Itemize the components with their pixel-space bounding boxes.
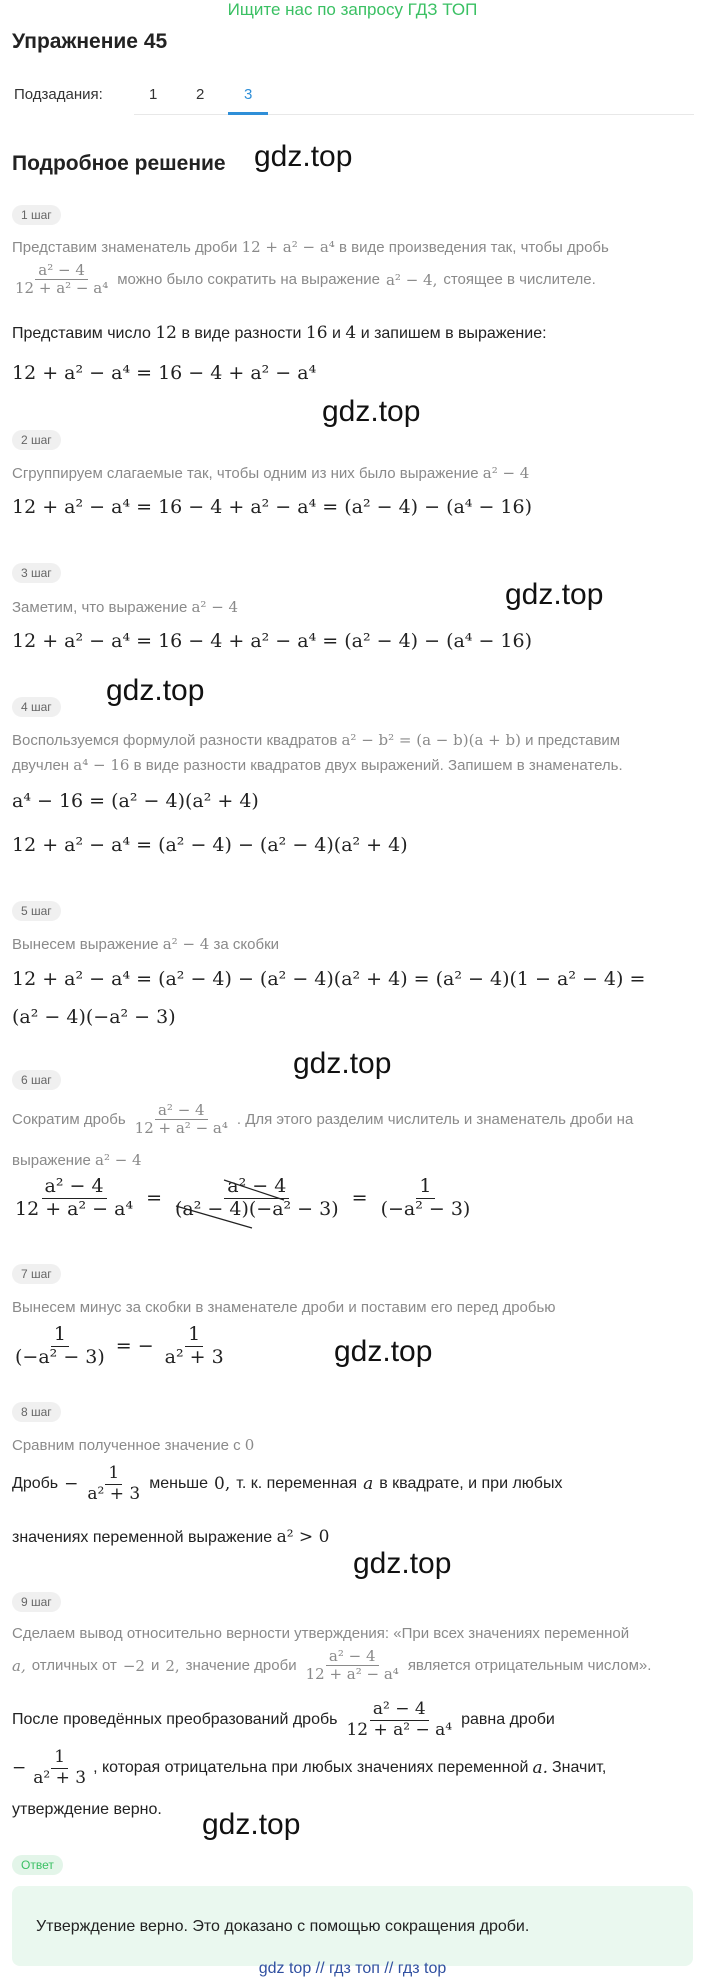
step-5-formula-1: 12 + a² − a⁴ = (a² − 4) − (a² − 4)(a² + 4) = (a² − 4)(1 − a² − 4) = (12, 968, 646, 990)
step-1-text: Представим число 12 в виде разности 16 и 4 и запишем в выражение: (12, 323, 547, 343)
step-9-description-2: a, отличных от −2 и 2, значение дроби $\frac{\text{a² − 4}}{\text{12 + a² − a⁴}}$ является отрицательным числом». (12, 1647, 652, 1684)
tab-subtask-2[interactable]: 2 (196, 86, 205, 103)
fraction: $\frac{1}{\text{a² + 3}}$ (87, 1463, 141, 1504)
step-4-description: Воспользуемся формулой разности квадратов a² − b² = (a − b)(a + b) и представим (12, 731, 621, 749)
answer-text: Утверждение верно. Это доказано с помощью сокращения дроби. (36, 1918, 530, 1935)
step-9-text-3: утверждение верно. (12, 1801, 162, 1818)
footer-link[interactable]: гдз top (397, 1960, 447, 1977)
step-8-text-2: значениях переменной выражение a² > 0 (12, 1527, 330, 1547)
step-9-description: Сделаем вывод относительно верности утверждения: «При всех значениях переменной (12, 1625, 630, 1642)
cancelled-fraction: $\frac{\text{a² − 4}}{\text{(a² − 4)(−a² − 3)}}$ (172, 1176, 342, 1221)
watermark: gdz.top (334, 1335, 433, 1368)
step-4-description-2: двучлен a⁴ − 16 в виде разности квадратов двух выражений. Запишем в знаменатель. (12, 756, 623, 774)
fraction: $\frac{1}{\text{a² + 3}}$ (164, 1323, 224, 1368)
tab-subtask-1[interactable]: 1 (149, 86, 158, 103)
step-3-description: Заметим, что выражение a² − 4 (12, 598, 239, 616)
watermark: gdz.top (106, 674, 205, 707)
watermark: gdz.top (505, 578, 604, 611)
step-badge: 7 шаг (12, 1264, 61, 1284)
step-2-description: Сгруппируем слагаемые так, чтобы одним из них было выражение a² − 4 (12, 464, 530, 482)
step-7-description: Вынесем минус за скобки в знаменателе дроби и поставим его перед дробью (12, 1299, 556, 1316)
fraction: $\frac{\text{a² − 4}}{\text{12 + a² − a⁴}}$ (346, 1699, 453, 1740)
step-8-text: Дробь − $\frac{1}{\text{a² + 3}}$ меньше 0, т. к. переменная a в квадрате, и при любых (12, 1463, 563, 1504)
tabs-divider (134, 114, 694, 115)
step-4-formula-1: a⁴ − 16 = (a² − 4)(a² + 4) (12, 790, 259, 812)
search-hint-banner: Ищите нас по запросу ГДЗ ТОП (227, 0, 478, 19)
step-badge: 6 шаг (12, 1070, 61, 1090)
fraction: $\frac{\text{a² − 4}}{\text{12 + a² − a⁴}}$ (15, 261, 109, 298)
step-8-description: Сравним полученное значение с 0 (12, 1436, 255, 1454)
step-2-formula: 12 + a² − a⁴ = 16 − 4 + a² − a⁴ = (a² − 4) − (a⁴ − 16) (12, 496, 533, 518)
step-6-description-2: выражение a² − 4 (12, 1151, 142, 1169)
fraction: $\frac{1}{\text{(−a² − 3)}}$ (15, 1323, 105, 1368)
step-7-formula: $\frac{1}{\text{(−a² − 3)}}$ = − $\frac{1}{\text{a² + 3}}$ (12, 1324, 227, 1369)
step-1-description-2: $\frac{\text{a² − 4}}{\text{12 + a² − a⁴}}$ можно было сократить на выражение a² − 4, стоящее в числителе. (12, 262, 596, 298)
step-1-description: Представим знаменатель дроби 12 + a² − a⁴ в виде произведения так, чтобы дробь (12, 238, 609, 256)
fraction: $\frac{1}{\text{(−a² − 3)}}$ (380, 1175, 471, 1220)
step-5-formula-2: (a² − 4)(−a² − 3) (12, 1006, 176, 1028)
step-badge: 9 шаг (12, 1592, 61, 1612)
step-4-formula-2: 12 + a² − a⁴ = (a² − 4) − (a² − 4)(a² + 4) (12, 834, 408, 856)
page-title: Упражнение 45 (12, 30, 168, 53)
step-6-description: Сократим дробь $\frac{\text{a² − 4}}{\text{12 + a² − a⁴}}$ . Для этого разделим числитель и знаменатель дроби на (12, 1101, 634, 1138)
step-9-text: После проведённых преобразований дробь $\frac{\text{a² − 4}}{\text{12 + a² − a⁴}}$ равна дроби (12, 1699, 555, 1740)
active-tab-indicator (228, 112, 268, 115)
step-1-formula: 12 + a² − a⁴ = 16 − 4 + a² − a⁴ (12, 362, 317, 384)
footer-separator: // (315, 1960, 325, 1977)
step-6-formula: $\frac{\text{a² − 4}}{\text{12 + a² − a⁴}}$ = $\frac{\text{a² − 4}}{\text{(a² − 4)(−a² − 3)}}$ = $\frac{1}{\text{(−a² − 3)}}$ (12, 1176, 473, 1221)
subtasks-label: Подзадания: (14, 86, 103, 103)
watermark: gdz.top (353, 1547, 452, 1580)
step-badge: 4 шаг (12, 697, 61, 717)
answer-badge: Ответ (12, 1855, 63, 1875)
footer-link[interactable]: gdz top (258, 1960, 312, 1977)
fraction: $\frac{\text{a² − 4}}{\text{12 + a² − a⁴}}$ (134, 1101, 228, 1138)
step-badge: 3 шаг (12, 563, 61, 583)
fraction: $\frac{\text{a² − 4}}{\text{12 + a² − a⁴}}$ (305, 1647, 399, 1684)
footer-links (0, 1960, 705, 1978)
step-badge: 2 шаг (12, 430, 61, 450)
fraction: $\frac{\text{a² − 4}}{\text{12 + a² − a⁴}}$ (15, 1175, 134, 1220)
step-5-description: Вынесем выражение a² − 4 за скобки (12, 935, 280, 953)
step-badge: 1 шаг (12, 205, 61, 225)
step-badge: 5 шаг (12, 901, 61, 921)
watermark: gdz.top (254, 140, 353, 173)
section-title: Подробное решение (12, 152, 226, 175)
step-badge: 8 шаг (12, 1402, 61, 1422)
fraction: $\frac{1}{\text{a² + 3}}$ (33, 1747, 87, 1788)
tab-subtask-3[interactable]: 3 (244, 86, 253, 103)
watermark: gdz.top (293, 1047, 392, 1080)
footer-link[interactable]: гдз топ (329, 1960, 380, 1977)
watermark: gdz.top (322, 395, 421, 428)
watermark: gdz.top (202, 1808, 301, 1841)
cancel-strikes (172, 1176, 342, 1232)
footer-separator: // (384, 1960, 394, 1977)
step-9-text-2: − $\frac{1}{\text{a² + 3}}$ , которая отрицательна при любых значениях переменной a. Значит, (12, 1747, 607, 1788)
step-3-formula: 12 + a² − a⁴ = 16 − 4 + a² − a⁴ = (a² − 4) − (a⁴ − 16) (12, 630, 533, 652)
